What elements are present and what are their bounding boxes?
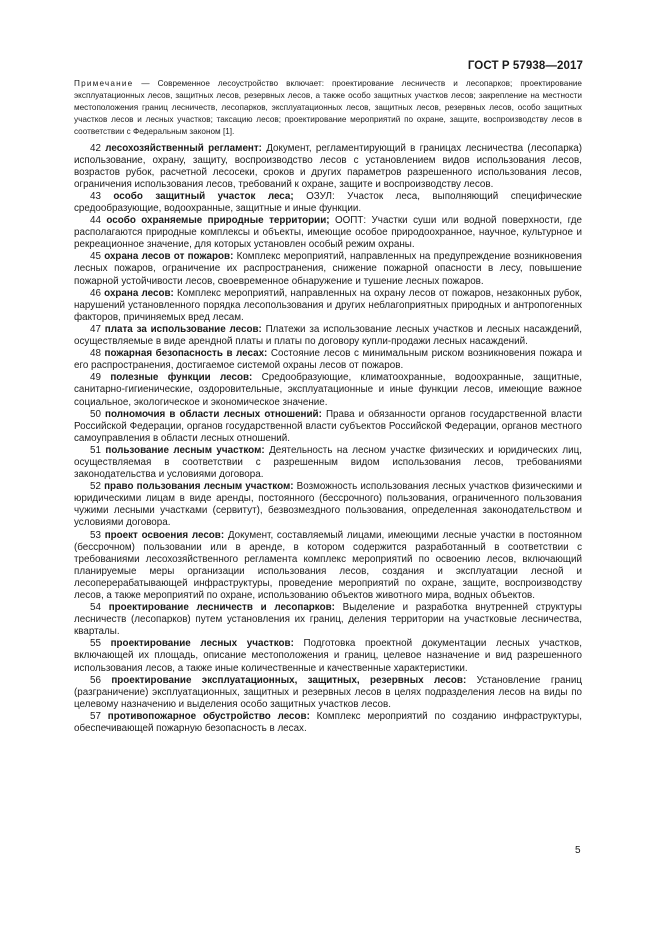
term-title: полномочия в области лесных отношений: [105,408,322,420]
term-entry [74,481,582,529]
term-entry [74,602,582,638]
term-number: 50 [90,408,101,420]
term-entry [74,324,582,348]
term-number: 42 [90,142,101,154]
term-number: 49 [90,372,101,384]
note-label: Примечание [74,79,134,88]
term-definition: Комплекс мероприятий, направленных на охрану лесов от пожаров, незаконных рубок, нарушений установленного порядка лесопользования и других неблагоприятных природных и антропогенных факторов, причиняемых вред лесам. [74,287,583,323]
term-definition: Комплекс мероприятий по созданию инфраструктуры, обеспечивающей пожарную безопасность в лесах. [74,710,582,735]
term-title: проект освоения лесов: [104,529,225,541]
term-definition: Состояние лесов с минимальным риском возникновения пожара и его распространения, достигаемое системой охраны лесов от пожаров. [74,348,582,372]
term-title: полезные функции лесов: [110,372,253,384]
term-title: проектирование эксплуатационных, защитных, резервных лесов: [111,674,467,686]
term-entry [74,288,582,324]
term-number: 43 [90,190,101,202]
term-number: 53 [90,529,101,541]
term-definition: Документ, составляемый лицами, имеющими лесные участки в постоянном (бессрочном) пользовании или в аренде, в котором содержится разработанный в соответствии с требованиями лесохозяйственного регламента комплекс мероприятий по освоению лесов, включающий планируемые меры организации использования лесов, создания и эксплуатации лесной и лесоперерабатывающей инфраструктуры, проведение мероприятий по охране, защите, воспроизводству лесов, а также мероприятий по охране, использованию объектов животного мира, водных объектов. [74,529,582,601]
term-number: 48 [90,348,101,360]
term-definition: ОЗУЛ: Участок леса, выполняющий специфические средообразующие, водоохранные, защитные и иные функции. [74,190,582,214]
term-title: особо охраняемые природные территории; [106,215,330,227]
term-number: 45 [90,251,101,263]
term-entry [74,143,582,191]
term-entry [74,638,582,674]
term-entry [74,530,582,603]
term-number: 51 [90,444,101,456]
term-number: 46 [90,287,101,299]
term-title: охрана лесов: [104,287,174,299]
term-title: особо защитный участок леса; [113,190,294,202]
term-entry [74,348,582,372]
term-entry [74,409,582,445]
standard-header: ГОСТ Р 57938—2017 [467,60,583,72]
term-title: плата за использование лесов: [104,323,262,335]
term-number: 55 [90,638,101,650]
page-number: 5 [575,845,581,856]
term-entry [74,372,582,408]
term-number: 44 [90,215,101,227]
term-title: пользование лесным участком: [105,444,265,456]
term-definition: Подготовка проектной документации лесных участков, включающей их площадь, описание местоположения и границ, целевое назначение и вид разрешенного использования лесов, а также иные количественные и качественные характеристики. [74,638,582,674]
term-definition: Возможность использования лесных участков физическими и юридическими лицам в виде аренды, постоянного (бессрочного) пользования, ограниченного пользования чужими лесными участками (сервитут), безвозмездного пользования, определенная законодательством и условиями договора. [74,481,582,529]
term-entry [74,251,582,287]
page-body [74,78,582,735]
note-paragraph [74,78,582,138]
term-definition: Выделение и разработка внутренней структуры лесничеств (лесопарков) путем установления их границ, деления территории на участковые лесничества, кварталы. [74,602,582,638]
term-entry [74,711,582,735]
term-title: лесохозяйственный регламент: [105,142,262,154]
term-entry [74,445,582,481]
term-definition: Средообразующие, климатоохранные, водоохранные, защитные, санитарно-гигиенические, оздоровительные, эксплуатационные и иные функции лесов, имеющие важное социальное, экологическое и экономическое значение. [74,372,582,408]
term-title: проектирование лесных участков: [110,638,294,650]
term-definition: Комплекс мероприятий, направленных на предупреждение возникновения лесных пожаров, ограничение их распространения, снижение пожарной опасности в лесу, повышение пожарной устойчивости лесов, своевременное обнаружение и тушение лесных пожаров. [74,251,582,287]
term-title: проектирование лесничеств и лесопарков: [108,602,335,614]
term-number: 57 [90,710,101,722]
term-number: 56 [90,674,101,686]
term-definition: Деятельность на лесном участке физических и юридических лиц, осуществляемая в соответствии с разрешенным видом использования лесов, требованиями законодательства и условиями договора. [74,444,582,481]
term-definition: Права и обязанности органов государственной власти Российской Федерации, органов государственной власти субъектов Российской Федерации, органов местного самоуправления в области лесных отношений. [74,408,582,444]
note-text: — Современное лесоустройство включает: проектирование лесничеств и лесопарков; проектирование эксплуатационных лесов, защитных лесов, резервных лесов, а также особо защитных участков лесов; закрепление на местности местоположения границ лесничеств, лесопарков, эксплуатационных лесов, защитных лесов, резервных лесов, особо защитных участков лесов и лесных участков; таксацию лесов; проектирование мероприятий по охране, защите, воспроизводству лесов в соответствии с Федеральным законом [1]. [74,79,582,136]
term-entry [74,191,582,215]
term-title: противопожарное обустройство лесов: [107,710,310,722]
term-number: 52 [90,481,101,493]
term-definition: Платежи за использование лесных участков и лесных насаждений, осуществляемые в виде арендной платы и платы по договору купли-продажи лесных насаждений. [74,323,582,348]
term-definition: ООПТ: Участки суши или водной поверхности, где располагаются природные комплексы и объекты, имеющие особое природоохранное, научное, культурное и рекреационное значение, для которых установлен особый режим охраны. [74,215,582,251]
term-entry [74,215,582,251]
term-title: охрана лесов от пожаров: [104,251,234,263]
term-number: 54 [90,602,101,614]
term-number: 47 [90,323,101,335]
term-title: право пользования лесным участком: [104,481,294,493]
term-entry [74,675,582,711]
term-definition: Документ, регламентирующий в границах лесничества (лесопарка) использование, охрану, защиту, воспроизводство лесов с установлением видов использования лесов, возрастов рубок, расчетной лесосеки, сроков и других параметров разрешенного использования лесов, ограничения использования лесов, требований к охране, защите и воспроизводству лесов. [74,142,582,190]
term-title: пожарная безопасность в лесах: [104,348,268,360]
term-definition: Установление границ (разграничение) эксплуатационных, защитных и резервных лесов в целях подразделения лесов на виды по целевому назначению и выделения особо защитных участков лесов. [74,674,582,710]
